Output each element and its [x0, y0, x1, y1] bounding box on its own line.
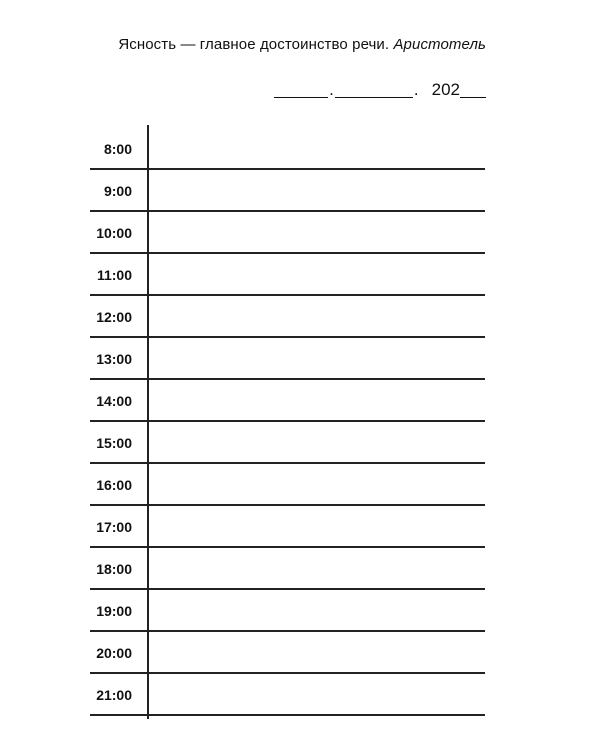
schedule-row[interactable] [0, 169, 600, 211]
schedule-time-label: 13:00 [96, 351, 132, 367]
date-separator-1: . [329, 80, 334, 99]
quote-text: Ясность — главное достоинство речи. [118, 36, 394, 53]
schedule-row[interactable] [0, 463, 600, 505]
schedule-row[interactable] [0, 589, 600, 631]
schedule-row[interactable] [0, 379, 600, 421]
schedule-time-label: 12:00 [96, 309, 132, 325]
schedule-row[interactable] [0, 505, 600, 547]
quote-author: Аристотель [393, 36, 486, 53]
schedule-time-label: 21:00 [96, 687, 132, 703]
schedule-time-label: 10:00 [96, 225, 132, 241]
schedule-time-label: 14:00 [96, 393, 132, 409]
schedule-time-label: 20:00 [96, 645, 132, 661]
year-prefix: 202 [431, 80, 460, 99]
schedule-time-label: 16:00 [96, 477, 132, 493]
schedule-time-label: 9:00 [103, 183, 132, 199]
schedule-row[interactable] [0, 253, 600, 295]
schedule-time-label: 17:00 [96, 519, 132, 535]
schedule-row[interactable] [0, 295, 600, 337]
schedule-time-label: 8:00 [103, 141, 132, 157]
schedule-row[interactable] [0, 211, 600, 253]
schedule-time-label: 18:00 [96, 561, 132, 577]
schedule-row-line [90, 714, 485, 716]
schedule-time-label: 19:00 [96, 603, 132, 619]
schedule-row[interactable] [0, 337, 600, 379]
schedule-time-label: 15:00 [96, 435, 132, 451]
schedule-row[interactable] [0, 421, 600, 463]
schedule-row[interactable] [0, 631, 600, 673]
schedule-row[interactable] [0, 673, 600, 715]
date-separator-2: . [413, 80, 419, 99]
schedule-row[interactable] [0, 127, 600, 169]
schedule-row[interactable] [0, 547, 600, 589]
schedule-time-label: 11:00 [96, 267, 132, 283]
